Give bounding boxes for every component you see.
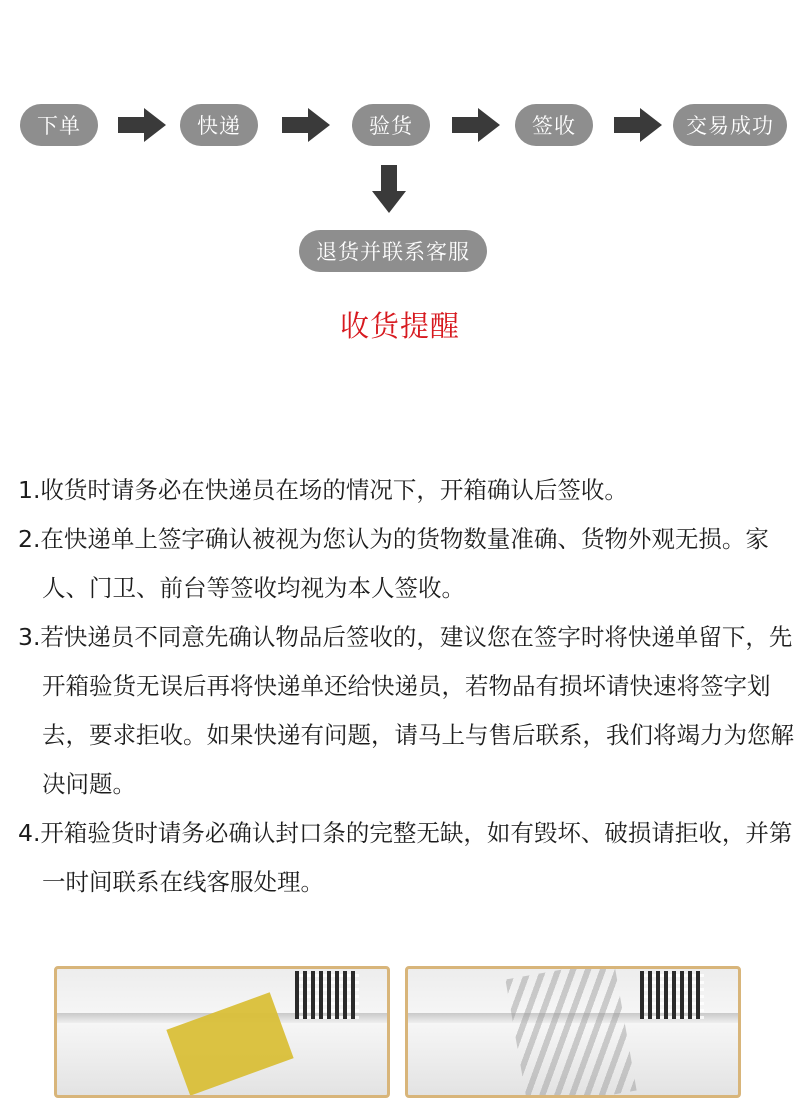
arrow-right-icon xyxy=(614,108,662,142)
step-order: 下单 xyxy=(20,104,98,146)
note-item: 2.在快递单上签字确认被视为您认为的货物数量准确、货物外观无损。家人、门卫、前台等签收均视为本人签收。 xyxy=(18,525,769,602)
void-seal-strip xyxy=(505,966,636,1098)
arrow-down-icon xyxy=(372,165,406,213)
note-item: 1.收货时请务必在快递员在场的情况下，开箱确认后签收。 xyxy=(18,476,628,504)
yellow-seal-strip xyxy=(166,992,293,1095)
step-express: 快递 xyxy=(180,104,258,146)
page-title: 收货提醒 xyxy=(339,309,460,343)
photo-void-seal-box xyxy=(405,966,741,1098)
step-sign: 签收 xyxy=(515,104,593,146)
notes-list xyxy=(18,466,794,907)
qr-code-icon xyxy=(295,971,359,1019)
note-item: 3.若快递员不同意先确认物品后签收的，建议您在签字时将快递单留下，先开箱验货无误后再将快递单还给快递员，若物品有损坏请快速将签字划去，要求拒收。如果快递有问题，请马上与售后联系，我们将竭力为您解决问题。 xyxy=(18,623,794,798)
step-success: 交易成功 xyxy=(673,104,787,146)
arrow-right-icon xyxy=(452,108,500,142)
qr-code-icon xyxy=(640,971,704,1019)
step-return: 退货并联系客服 xyxy=(299,230,487,272)
arrow-right-icon xyxy=(282,108,330,142)
arrow-right-icon xyxy=(118,108,166,142)
step-inspect: 验货 xyxy=(352,104,430,146)
note-item: 4.开箱验货时请务必确认封口条的完整无缺，如有毁坏、破损请拒收，并第一时间联系在线客服处理。 xyxy=(18,819,793,896)
photo-yellow-seal-box xyxy=(54,966,390,1098)
